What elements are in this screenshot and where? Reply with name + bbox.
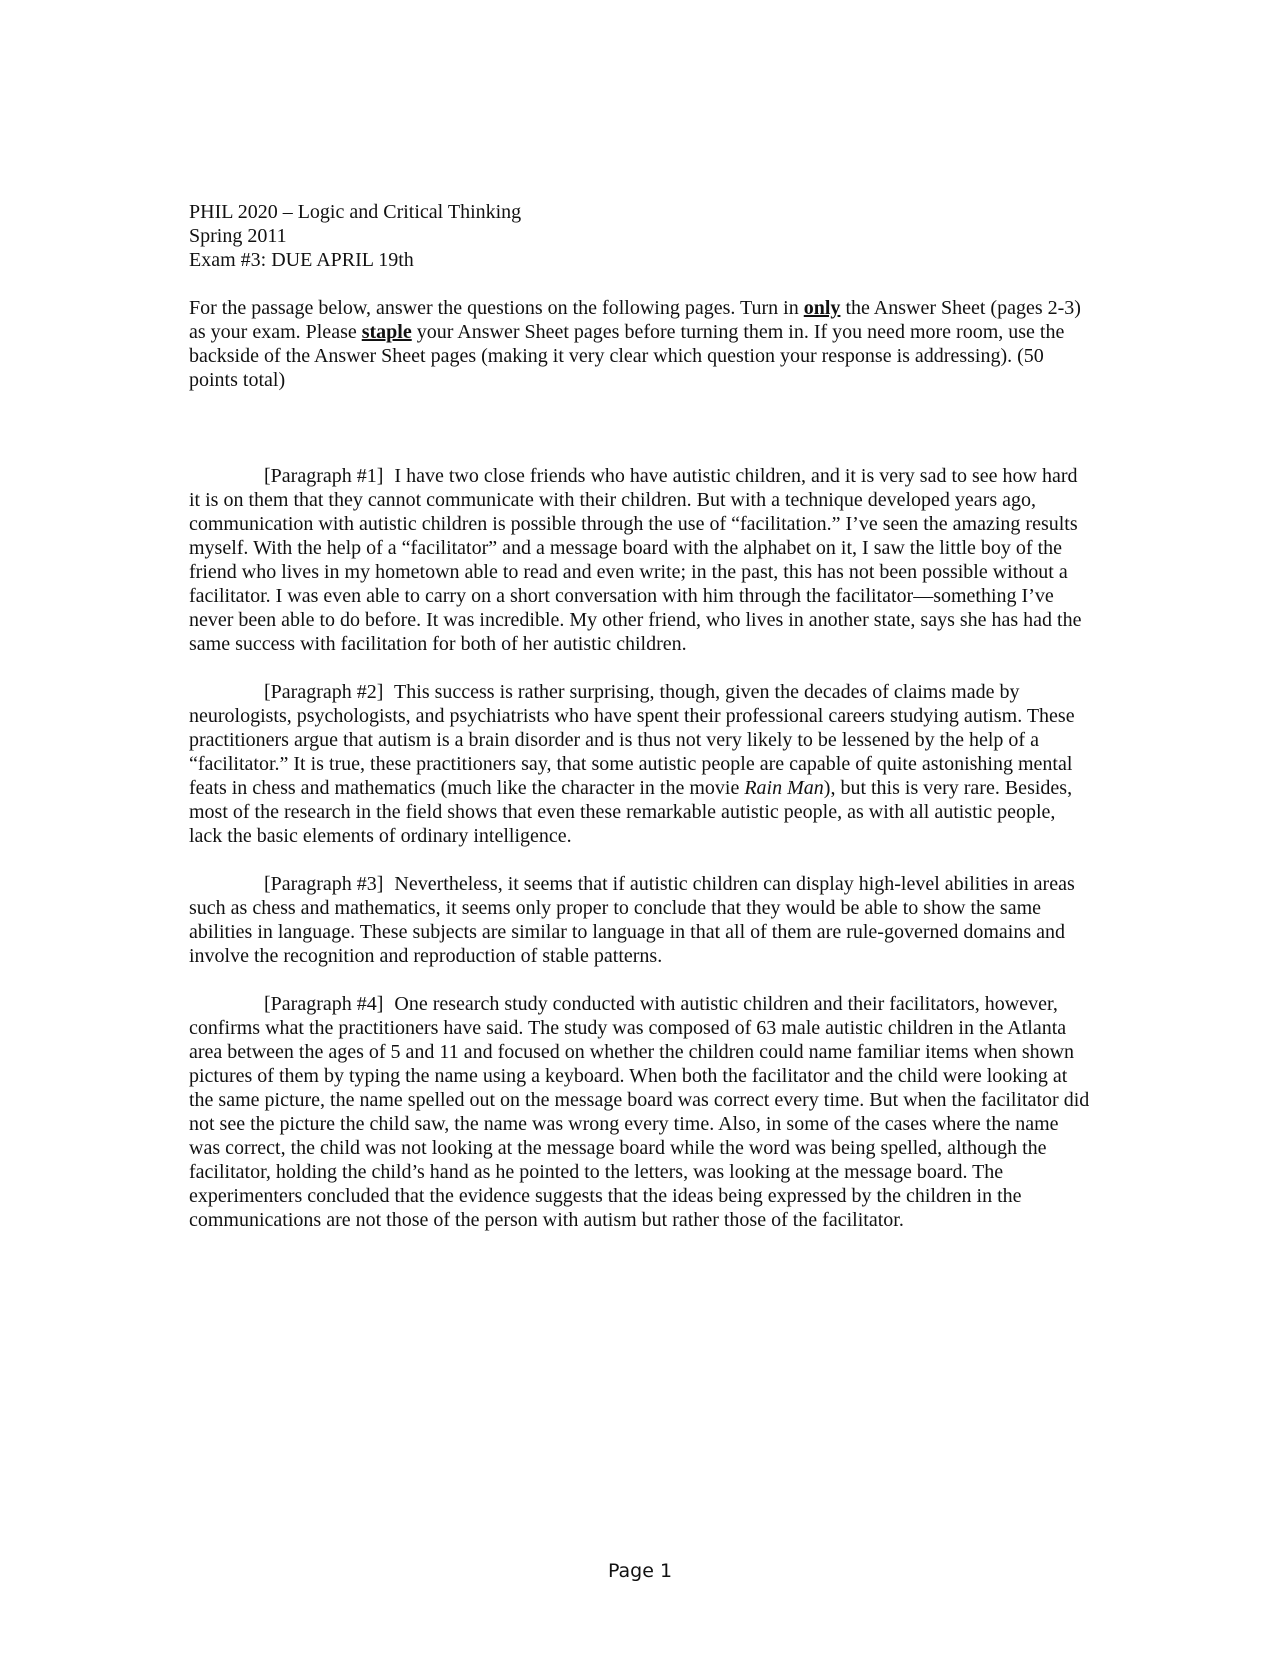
paragraph-text: This success is rather surprising, though, given the decades of claims made by neurologists, psychologists, and psychiatrists who have spent their professional careers studying autism. These practitioners argue that autism is a brain disorder and is thus not very likely to be lessened by the help of a “facilitator.” It is true, these practitioners say, that some autistic people are capable of quite astonishing mental feats in chess and mathematics (much like the character in the movie: [189, 681, 1075, 799]
instructions-only-emphasis: only: [803, 297, 841, 319]
course-title: PHIL 2020 – Logic and Critical Thinking: [189, 201, 522, 223]
page-footer: [0, 1559, 1280, 1583]
paragraph-label: [Paragraph #1]: [264, 465, 384, 487]
paragraph-label: [Paragraph #2]: [264, 681, 384, 703]
instructions-staple-emphasis: staple: [361, 321, 412, 343]
passage-paragraph-1: [189, 464, 1091, 656]
movie-title: Rain Man: [744, 777, 824, 799]
instructions-text-1: For the passage below, answer the questions on the following pages. Turn in: [189, 297, 804, 319]
paragraph-text: Nevertheless, it seems that if autistic children can display high-level abilities in areas such as chess and mathematics, it seems only proper to conclude that they would be able to show the same abilities in language. These subjects are similar to language in that all of them are rule-governed domains and involve the recognition and reproduction of stable patterns.: [189, 873, 1075, 967]
paragraph-text-after: ), but this is very rare. Besides, most of the research in the field shows that even these remarkable autistic people, as with all autistic people, lack the basic elements of ordinary intelligence.: [189, 777, 1073, 847]
exam-due-line: Exam #3: DUE APRIL 19th: [189, 249, 414, 271]
paragraph-text: One research study conducted with autistic children and their facilitators, however, confirms what the practitioners have said. The study was composed of 63 male autistic children in the Atlanta area between the ages of 5 and 11 and focused on whether the children could name familiar items when shown pictures of them by typing the name using a keyboard. When both the facilitator and the child were looking at the same picture, the name spelled out on the message board was correct every time. But when the facilitator did not see the picture the child saw, the name was wrong every time. Also, in some of the cases where the name was correct, the child was not looking at the message board while the word was being spelled, although the facilitator, holding the child’s hand as he pointed to the letters, was looking at the message board. The experimenters concluded that the evidence suggests that the ideas being expressed by the children in the communications are not those of the person with autism but rather those of the facilitator.: [189, 993, 1090, 1231]
instructions-paragraph: [189, 296, 1091, 392]
instructions-text-3: your Answer Sheet pages before turning them in. If you need more room, use the backside of the Answer Sheet pages (making it very clear which question your response is addressing). (50 points total): [189, 321, 1065, 391]
exam-header: [189, 200, 1091, 272]
paragraph-text: I have two close friends who have autistic children, and it is very sad to see how hard it is on them that they cannot communicate with their children. But with a technique developed years ago, communication with autistic children is possible through the use of “facilitation.” I’ve seen the amazing results myself. With the help of a “facilitator” and a message board with the alphabet on it, I saw the little boy of the friend who lives in my hometown able to read and even write; in the past, this has not been possible without a facilitator. I was even able to carry on a short conversation with him through the facilitator—something I’ve never been able to do before. It was incredible. My other friend, who lives in another state, says she has had the same success with facilitation for both of her autistic children.: [189, 465, 1082, 655]
document-body: [189, 200, 1091, 1232]
passage-paragraph-3: [189, 872, 1091, 968]
paragraph-label: [Paragraph #3]: [264, 873, 384, 895]
passage-paragraph-4: [189, 992, 1091, 1232]
passage-paragraph-2: [189, 680, 1091, 848]
page-number: Page 1: [607, 1560, 673, 1582]
term-line: Spring 2011: [189, 225, 287, 247]
instructions-text-2: the Answer Sheet (pages 2-3) as your exam. Please: [189, 297, 1081, 343]
paragraph-label: [Paragraph #4]: [264, 993, 384, 1015]
